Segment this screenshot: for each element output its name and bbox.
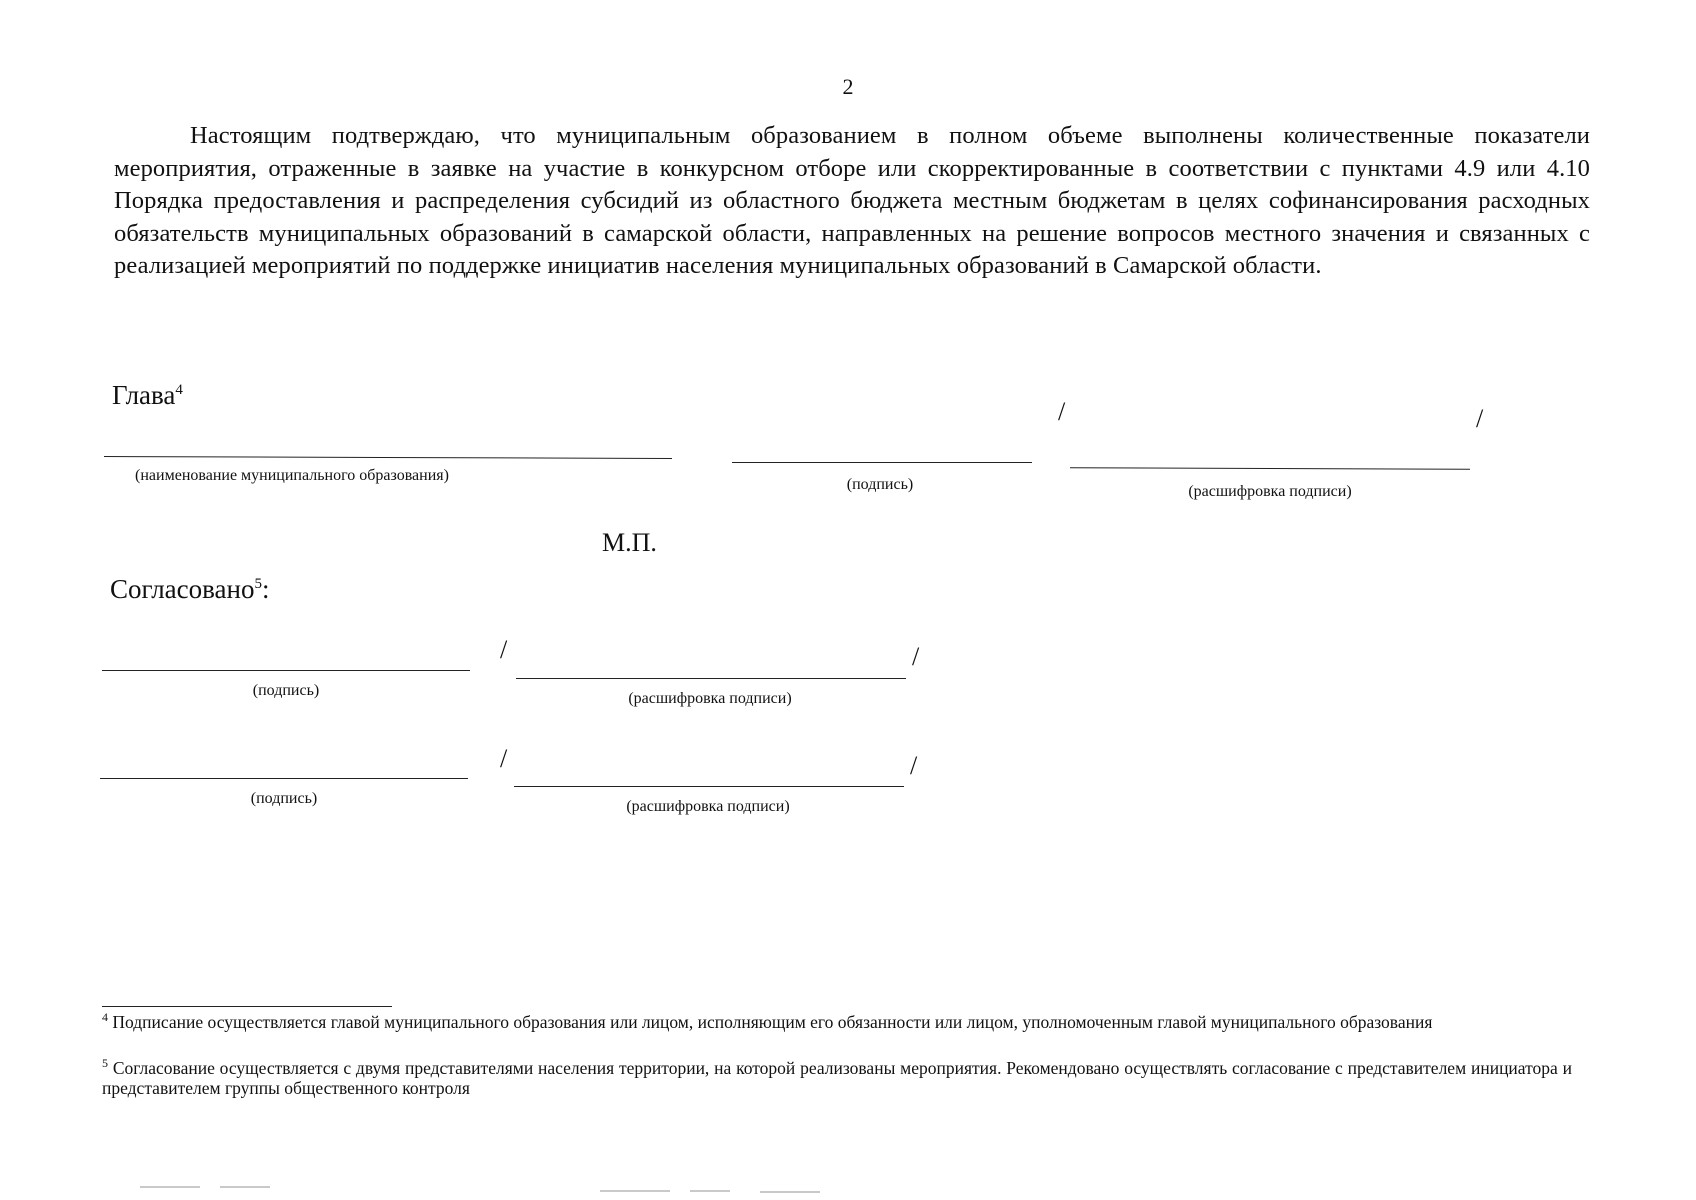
caption-approval-2-decoding: (расшифровка подписи)	[626, 798, 790, 815]
scan-artifact	[690, 1190, 730, 1192]
municipality-name-line[interactable]	[104, 456, 672, 459]
approval-1-signature-line[interactable]	[102, 670, 470, 671]
approval-1-decoding-line[interactable]	[516, 678, 906, 679]
head-title-block	[112, 380, 183, 411]
approved-title-block	[110, 574, 270, 605]
footnote-5-text: Согласование осуществляется с двумя представителями населения территории, на которой реализованы мероприятия. Рекомендовано осуществлять согласование с представителем инициатора и представителем группы общественного контроля	[102, 1058, 1572, 1098]
approval-1-slash-left: /	[500, 635, 508, 664]
approval-2-decoding-line[interactable]	[514, 786, 904, 787]
footnote-5	[102, 1058, 1572, 1098]
head-decoding-line[interactable]	[1070, 467, 1470, 469]
footnote-5-number: 5	[102, 1056, 108, 1071]
scan-artifact	[760, 1191, 820, 1193]
page-number: 2	[842, 74, 854, 99]
caption-municipality-name: (наименование муниципального образования)	[135, 467, 449, 484]
head-slash-left: /	[1058, 397, 1066, 426]
scan-artifact	[220, 1186, 270, 1188]
footnote-separator	[102, 1006, 392, 1007]
confirmation-paragraph: Настоящим подтверждаю, что муниципальным образованием в полном объеме выполнены количественные показатели мероприятия, отраженные в заявке на участие в конкурсном отборе или скорректированные в соответствии с пунктами 4.9 или 4.10 Порядка предоставления и распределения субсидий из областного бюджета местным бюджетам в целях софинансирования расходных обязательств муниципальных образований в самарской области, направленных на решение вопросов местного значения и связанных с реализацией мероприятий по поддержке инициатив населения муниципальных образований в Самарской области.	[114, 122, 1590, 279]
scan-artifact	[140, 1186, 200, 1188]
head-signature-line[interactable]	[732, 462, 1032, 463]
stamp-place: М.П.	[602, 528, 657, 557]
approval-1-slash-right: /	[912, 642, 920, 671]
approval-2-slash-right: /	[910, 751, 918, 780]
footnote-4-number: 4	[102, 1010, 108, 1025]
head-slash-right: /	[1476, 404, 1484, 433]
head-title: Глава	[112, 380, 176, 410]
scan-artifact	[600, 1190, 670, 1192]
approval-2-signature-line[interactable]	[100, 778, 468, 779]
caption-approval-2-signature: (подпись)	[250, 790, 318, 807]
approved-title: Согласовано	[110, 574, 255, 604]
footnote-4	[102, 1012, 1572, 1032]
caption-approval-1-signature: (подпись)	[252, 682, 320, 699]
footnote-4-text: Подписание осуществляется главой муниципального образования или лицом, исполняющим его обязанности или лицом, уполномоченным главой муниципального образования	[112, 1012, 1433, 1032]
approved-colon: :	[261, 574, 270, 604]
approval-2-slash-left: /	[500, 744, 508, 773]
caption-head-decoding: (расшифровка подписи)	[1188, 483, 1352, 500]
caption-head-signature: (подпись)	[846, 476, 914, 493]
approved-footnote-ref: 5	[254, 576, 262, 592]
head-footnote-ref: 4	[175, 382, 183, 398]
caption-approval-1-decoding: (расшифровка подписи)	[628, 690, 792, 707]
